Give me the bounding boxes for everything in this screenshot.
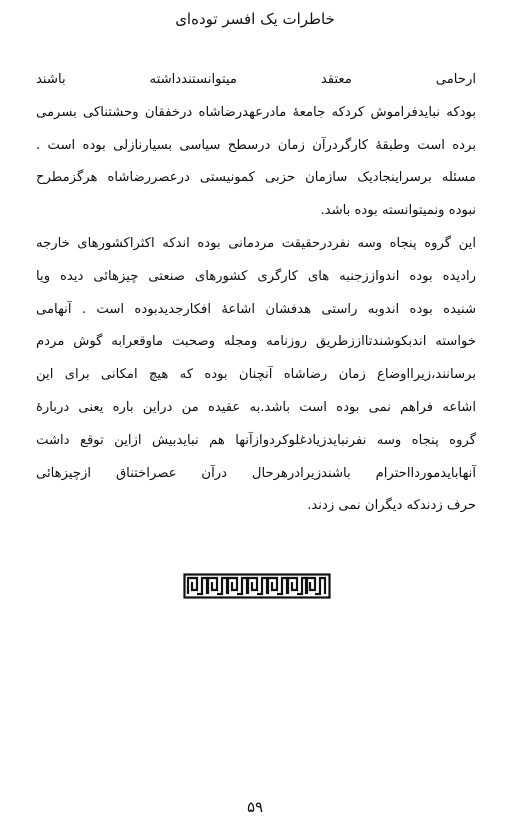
text-line: شنیده بوده اندوبه راستی هدفشان اشاعهٔ افکارجدیدبوده است . آنهامی [36, 301, 476, 317]
text-line: گروه پنجاه وسه نفرنبایدزیادغلوکردوازآنها هم نبایدبیش ازاین توقع داشت [36, 432, 476, 448]
text-line: مسئله برسراینجادیک سازمان حزبی کمونیستی درعصررضاشاه هرگزمطرح [36, 170, 476, 186]
text-line: رادیده بوده اندواززجنبه های کارگری کشورهای صنعتی چیزهائی دیده ویا [36, 268, 476, 284]
text-line: اشاعه فراهم نمی بوده است باشد.به عقیده من دراین باره یعنی دربارهٔ [36, 399, 476, 415]
page-number-text: ۵۹ [246, 798, 264, 816]
text-line: این گروه پنجاه وسه نفردرحقیقت مردمانی بوده اندکه اکثراکشورهای خارجه [36, 235, 476, 251]
text-line: برسانند،زیرااوضاع زمان رضاشاه آنچنان بوده که هیچ امکانی برای این [36, 367, 476, 383]
page-header [0, 10, 510, 28]
body-text [36, 64, 476, 523]
text-line: برده است وطبقهٔ کارگردرآن زمان درسطح سیاسی بسیارنازلی بوده است . [36, 137, 476, 153]
page-number [0, 798, 510, 816]
text-line: خواسته اندبکوشندتااززطریق روزنامه ومجله وصحبت ماوقعرابه گوش مردم [36, 334, 476, 350]
text-line: نبوده ونمیتوانسته بوده باشد. [320, 203, 476, 219]
text-line: ارحامی معتقد میتوانستندداشته باشند [36, 72, 476, 87]
text-line: حرف زدندکه دیگران نمی زدند. [307, 498, 476, 514]
page-title: خاطرات یک افسر توده‌ای [175, 10, 335, 28]
text-line: آنهابایدموردااحترام باشندزیرادرهرحال درآن عصراختناق ازچیزهائی [36, 465, 476, 481]
text-line: بودکه نبایدفراموش کردکه جامعهٔ مادرعهدرضاشاه درخفقان وحشتناکی بسرمی [36, 104, 476, 120]
greek-key-ornament-icon [183, 573, 331, 599]
